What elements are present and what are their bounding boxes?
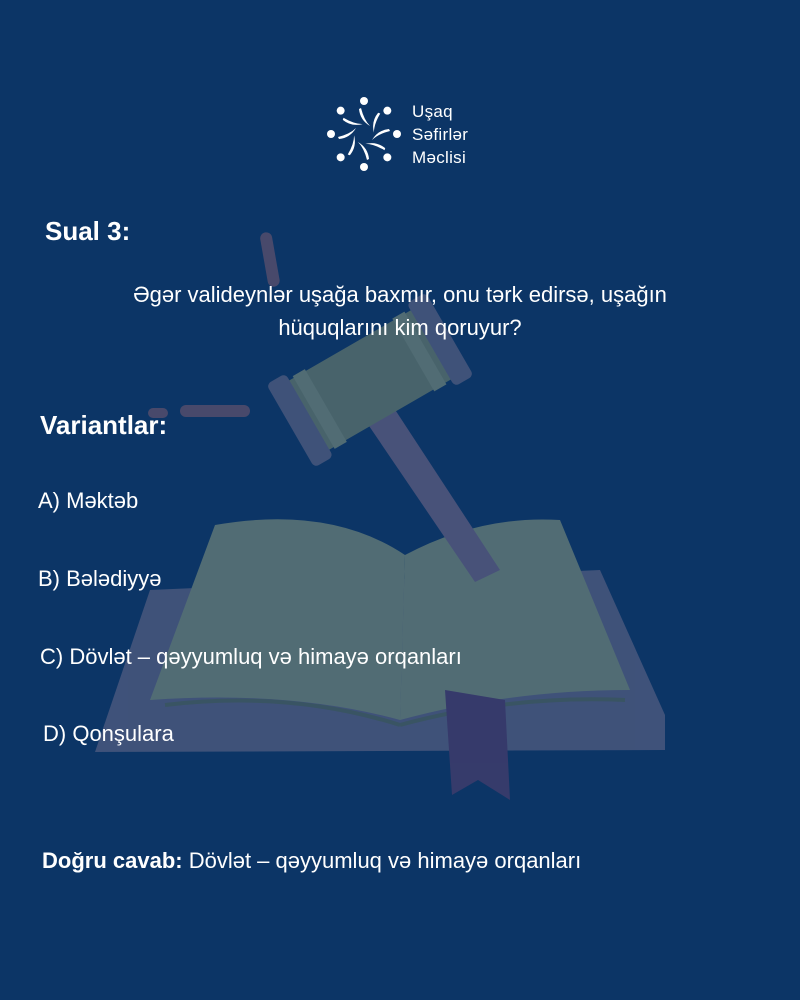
question-text-line-2: hüquqlarını kim qoruyur?	[278, 315, 522, 340]
correct-answer-label: Doğru cavab:	[42, 848, 189, 873]
option-d: D) Qonşulara	[43, 721, 174, 746]
question-number: Sual 3:	[45, 216, 131, 246]
correct-answer	[42, 848, 581, 874]
option-b: B) Bələdiyyə	[38, 566, 162, 591]
logo-line-3: Məclisi	[412, 148, 467, 167]
organization-logo	[322, 92, 502, 178]
logo-line-2: Səfirlər	[412, 125, 469, 144]
question-text-line-1: Əgər valideynlər uşağa baxmır, onu tərk edirsə, uşağın	[133, 282, 667, 307]
correct-answer-value: Dövlət – qəyyumluq və himayə orqanları	[188, 848, 582, 873]
question-text	[40, 278, 760, 344]
option-a: A) Məktəb	[38, 488, 139, 513]
logo-line-1: Uşaq	[412, 102, 453, 121]
option-c: C) Dövlət – qəyyumluq və himayə orqanları	[40, 644, 462, 669]
logo-wordmark	[412, 100, 468, 169]
sunburst-people-icon	[322, 92, 406, 176]
variants-heading: Variantlar:	[40, 410, 168, 440]
